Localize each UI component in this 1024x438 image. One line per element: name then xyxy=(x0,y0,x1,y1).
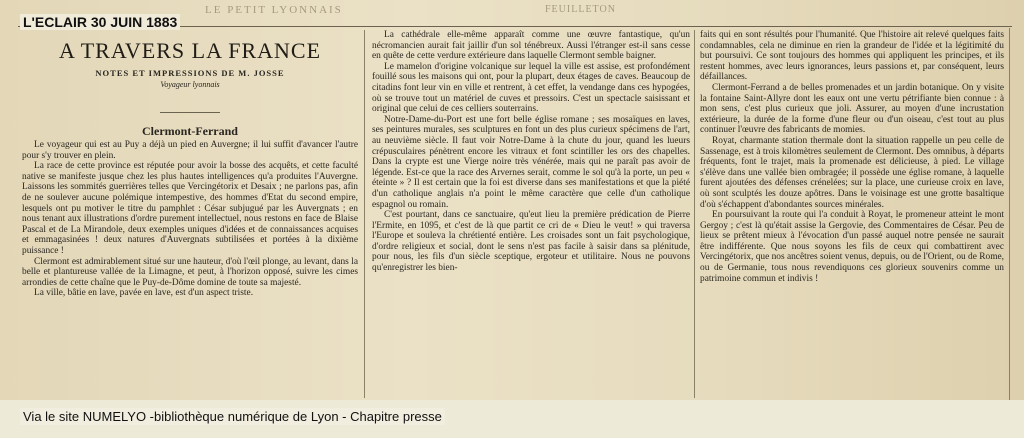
article-subtitle: NOTES ET IMPRESSIONS DE M. JOSSE xyxy=(95,68,285,78)
paragraph: Clermont-Ferrand a de belles promenades et un jardin botanique. On y visite la fontaine Saint-Allyre dont les eaux ont une vertu pétrifiante bien connue : à mon sens, c'est plus curieux que joli. Assurer, au moyen d'une incrustation extérieure, la durée de la forme d'une fleur ou d'un oiseau, c'est tout au plus continuer l'œuvre des fabricants de momies. xyxy=(700,82,1004,136)
source-caption: Via le site NUMELYO -bibliothèque numérique de Lyon - Chapitre presse xyxy=(20,408,445,425)
paragraph: La race de cette province est réputée pour avoir la bosse des acquêts, et cette faculté native se manifeste jusque chez les plus hautes intelligences qu'a produites l'Auvergne. Laissons les sommités guerrières telles que Vercingétorix et Desaix ; ne parlons pas, afin de ne soulever aucune polémique intempestive, des hommes d'Etat du second empire, lesquels ont pu motiver le titre du pamphlet : César subjugué par les Auvergnats ; en nous tenant aux illustrations d'ordre purement intellectuel, nous restons en face de Blaise Pascal et de La Mirandole, deux exemples uniques d'idées et de connaissances acquises et emmagasinées ! deux natures d'Auvergnats subtilisées et portées à la dixième puissance ! xyxy=(22,161,358,256)
paragraph: Clermont est admirablement situé sur une hauteur, d'où l'œil plonge, au levant, dans la belle et plantureuse vallée de la Limagne, et peut, à l'horizon opposé, suivre les cimes arrondies de cette chaîne que le Puy-de-Dôme domine de toute sa majesté. xyxy=(22,256,358,288)
column-rule xyxy=(694,30,695,398)
faded-masthead-left: LE PETIT LYONNAIS xyxy=(205,4,343,16)
title-separator xyxy=(160,112,220,113)
date-caption: L'ECLAIR 30 JUIN 1883 xyxy=(20,14,180,30)
article-title: A TRAVERS LA FRANCE xyxy=(58,38,322,63)
text-column-1 xyxy=(22,140,358,372)
paragraph: Royat, charmante station thermale dont la situation rappelle un peu celle de Sassenage, est à trois kilomètres seulement de Clermont. Des omnibus, à départs fréquents, font le trajet, mais la promenade est délicieuse, à pied. Le village s'élève dans une vallée bien ombragée; il possède une église romane, à laquelle furent ajoutées des défenses crénelées; sur la place, une curieuse croix en lave, où sont sculptés les douze apôtres. Dans le voisinage est une grotte basaltique d'où s'échappent d'abondantes sources minérales. xyxy=(700,135,1004,210)
faded-masthead-right: FEUILLETON xyxy=(545,4,616,15)
text-column-3 xyxy=(700,30,1004,398)
column-rule xyxy=(364,30,365,398)
section-heading: Clermont-Ferrand xyxy=(142,124,238,138)
right-edge-rule xyxy=(1009,28,1010,400)
paragraph: faits qui en sont résultés pour l'humanité. Que l'histoire ait relevé quelques faits condamnables, cela ne diminue en rien la grandeur de l'idée et la légitimité du but poursuivi. Ce sont toujours des hommes qui appliquent les principes, et ils restent hommes, avec leurs ignorances, leurs passions et, par conséquent, leurs défaillances. xyxy=(700,30,1004,83)
paragraph: En poursuivant la route qui l'a conduit à Royat, le promeneur atteint le mont Gergoy ; c'est là qu'était assise la Gergovie, des Commentaires de César. Peu de lieux se prêtent mieux à l'évocation d'un passé auquel notre pensée ne saurait être indifférente. Que nous soyons les fils de ceux qui combattirent avec Vercingétorix, que nos ancêtres soient venus, depuis, ou de l'Orient, ou de Rome, ou de Germanie, tous nous revendiquons ces glorieux souvenirs comme un patrimoine commun et indivis ! xyxy=(700,210,1004,284)
paragraph: Notre-Dame-du-Port est une fort belle église romane ; ses mosaïques en laves, ses peintures murales, ses sculptures en font un des plus curieux spécimens de l'art, au neuvième siècle. Il faut voir Notre-Dame à la chute du jour, quand les lueurs crépusculaires pénètrent encore les vitraux et font scintiller les ors des chapelles. Dans la crypte est une Vierge noire très vénérée, mais qui ne paraît pas avoir de légende. Est-ce que la race des Arvernes serait, comme le sol qu'à la porte, un peu « éteinte » ? Il est certain que la foi est diverse dans ses manifestations et que la piété d'un catholique anglais n'a point le même caractère que celle d'un catholique espagnol ou romain. xyxy=(372,114,690,210)
article-byline: Voyageur lyonnais xyxy=(160,80,220,89)
paragraph: La cathédrale elle-même apparaît comme une œuvre fantastique, qu'un nécromancien aurait fait jaillir d'un sol ténébreux. Aussi l'étranger est-il sans cesse en quête de cette verdure extérieure dans laquelle Clermont semble baigner. xyxy=(372,30,690,62)
paragraph: Le mamelon d'origine volcanique sur lequel la ville est assise, est profondément fouillé sous les maisons qui ont, pour la plupart, deux étages de caves. Beaucoup de citadins font leur vin en ville et rentrent, à cet effet, la vendange dans ces hypogées, où se trouve tout un matériel de cuves et pressoirs. C'est un spectacle saisissant et original que celui de ces celliers souterrains. xyxy=(372,61,690,115)
paragraph: La ville, bâtie en lave, pavée en lave, est d'un aspect triste. xyxy=(34,288,254,299)
paragraph: Le voyageur qui est au Puy a déjà un pied en Auvergne; il lui suffit d'avancer l'autre pour s'y trouver en plein. xyxy=(22,140,358,161)
paragraph: C'est pourtant, dans ce sanctuaire, qu'eut lieu la première prédication de Pierre l'Ermite, en 1095, et c'est de là que partit ce cri de « Dieu le veut! » qui traversa l'Europe et souleva la chrétienté entière. Les croisades sont un fait psychologique, d'ordre religieux et social, dont le sens n'est pas facile à saisir dans sa plénitude, pour nous, les fils d'un siècle sceptique, ergoteur et utilitaire. Nous ne pouvons qu'enregistrer les bien- xyxy=(372,210,690,274)
text-column-2 xyxy=(372,30,690,398)
